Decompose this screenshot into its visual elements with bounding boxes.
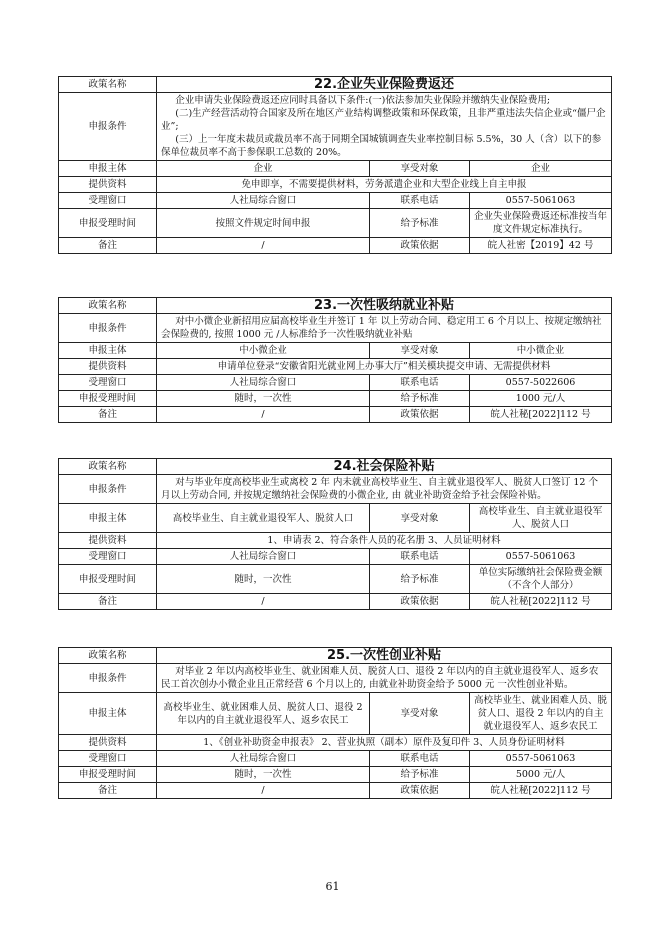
page-number: 61: [325, 880, 340, 893]
label-phone: 联系电话: [370, 549, 470, 565]
policy-target: 中小微企业: [470, 343, 612, 359]
conditions-row: [59, 93, 612, 161]
label-conditions: 申报条件: [59, 314, 157, 343]
subject-row: [59, 343, 612, 359]
conditions-row: [59, 475, 612, 504]
label-basis: 政策依据: [370, 238, 470, 254]
label-window: 受理窗口: [59, 193, 157, 209]
condition-paragraph: 对中小微企业新招用应届高校毕业生并签订 1 年 以上劳动合同、稳定用工 6 个月以上、按规定缴纳社会保险费的, 按照 1000 元 /人标准给予一次性吸纳就业补贴: [161, 316, 602, 340]
label-materials: 提供资料: [59, 533, 157, 549]
policy-window: 人社局综合窗口: [157, 549, 370, 565]
policy-materials: 1、申请表 2、符合条件人员的花名册 3、人员证明材料: [157, 533, 612, 549]
label-phone: 联系电话: [370, 193, 470, 209]
policy-target: 企业: [470, 161, 612, 177]
label-remark: 备注: [59, 783, 157, 799]
label-target: 享受对象: [370, 161, 470, 177]
policy-materials: 申请单位登录“安徽省阳光就业网上办事大厅”相关模块提交申请、无需提供材料: [157, 359, 612, 375]
subject-row: [59, 693, 612, 735]
policy-subject: 企业: [157, 161, 370, 177]
policy-conditions: [157, 314, 612, 343]
label-standard: 给予标准: [370, 209, 470, 238]
policy-materials: 1、《创业补助资金申报表》 2、营业执照（副本）原件及复印件 3、人员身份证明材料: [157, 735, 612, 751]
label-target: 享受对象: [370, 504, 470, 533]
subject-row: [59, 161, 612, 177]
policy-table: [58, 458, 612, 610]
label-subject: 申报主体: [59, 693, 157, 735]
policy-title-row: [59, 648, 612, 664]
policy-materials: 免申即享，不需要提供材料，劳务派遣企业和大型企业线上自主申报: [157, 177, 612, 193]
policy-remark: /: [157, 783, 370, 799]
policy-standard: 单位实际缴纳社会保险费金额（不含个人部分）: [470, 565, 612, 594]
materials-row: [59, 359, 612, 375]
label-basis: 政策依据: [370, 594, 470, 610]
policy-basis: 皖人社秘[2022]112 号: [470, 783, 612, 799]
policy-window: 人社局综合窗口: [157, 375, 370, 391]
label-time: 申报受理时间: [59, 565, 157, 594]
policy-table: [58, 297, 612, 423]
label-subject: 申报主体: [59, 504, 157, 533]
policy-window: 人社局综合窗口: [157, 193, 370, 209]
policy-time: 按照文件规定时间申报: [157, 209, 370, 238]
window-row: [59, 193, 612, 209]
remark-row: [59, 594, 612, 610]
label-subject: 申报主体: [59, 343, 157, 359]
label-standard: 给予标准: [370, 565, 470, 594]
policy-title: 23.一次性吸纳就业补贴: [157, 298, 612, 314]
policy-time: 随时，一次性: [157, 565, 370, 594]
label-remark: 备注: [59, 238, 157, 254]
subject-row: [59, 504, 612, 533]
condition-paragraph: (三）上一年度未裁员或裁员率不高于同期全国城镇调查失业率控制目标 5.5%，30 人（含）以下的参保单位裁员率不高于参保职工总数的 20%。: [161, 134, 602, 158]
remark-row: [59, 238, 612, 254]
label-remark: 备注: [59, 407, 157, 423]
policy-window: 人社局综合窗口: [157, 751, 370, 767]
window-row: [59, 549, 612, 565]
policy-title: 24.社会保险补贴: [157, 459, 612, 475]
policy-table: [58, 647, 612, 799]
policy-subject: 高校毕业生、自主就业退役军人、脱贫人口: [157, 504, 370, 533]
label-policy-name: 政策名称: [59, 459, 157, 475]
policy-table: [58, 76, 612, 254]
materials-row: [59, 735, 612, 751]
condition-paragraph: 企业申请失业保险费返还应同时具备以下条件:(一)依法参加失业保险并缴纳失业保险费用;: [175, 95, 551, 106]
policy-target: 高校毕业生、就业困难人员、脱贫人口、退役 2 年以内的自主就业退役军人、返乡农民工: [470, 693, 612, 735]
label-conditions: 申报条件: [59, 93, 157, 161]
label-time: 申报受理时间: [59, 209, 157, 238]
policy-time: 随时，一次性: [157, 391, 370, 407]
policy-phone: 0557-5061063: [470, 751, 612, 767]
label-phone: 联系电话: [370, 375, 470, 391]
label-materials: 提供资料: [59, 177, 157, 193]
materials-row: [59, 177, 612, 193]
policy-title-row: [59, 459, 612, 475]
condition-paragraph: 对毕业 2 年以内高校毕业生、就业困难人员、脱贫人口、退役 2 年以内的自主就业退役军人、返乡农民工首次创办小微企业且正常经营 6 个月以上的, 由就业补助资金给予 5000 元 一次性创业补贴。: [161, 666, 599, 690]
policy-title: 22.企业失业保险费返还: [157, 77, 612, 93]
label-materials: 提供资料: [59, 359, 157, 375]
time-row: [59, 565, 612, 594]
policy-basis: 皖人社密【2019】42 号: [470, 238, 612, 254]
policy-subject: 中小微企业: [157, 343, 370, 359]
label-time: 申报受理时间: [59, 767, 157, 783]
label-window: 受理窗口: [59, 375, 157, 391]
policy-basis: 皖人社秘[2022]112 号: [470, 594, 612, 610]
label-policy-name: 政策名称: [59, 648, 157, 664]
label-standard: 给予标准: [370, 391, 470, 407]
policy-conditions: [157, 93, 612, 161]
label-phone: 联系电话: [370, 751, 470, 767]
label-target: 享受对象: [370, 343, 470, 359]
policy-conditions: [157, 475, 612, 504]
label-standard: 给予标准: [370, 767, 470, 783]
condition-paragraph: (二)生产经营活动符合国家及所在地区产业结构调整政策和环保政策，且非严重违法失信企业或“僵尸企业”;: [161, 108, 606, 132]
label-basis: 政策依据: [370, 407, 470, 423]
condition-paragraph: 对与毕业年度高校毕业生或离校 2 年 内未就业高校毕业生、自主就业退役军人、脱贫人口签订 12 个月以上劳动合同, 并按规定缴纳社会保险费的小微企业, 由 就业补助资金给予社会保险补贴。: [161, 477, 598, 501]
policy-remark: /: [157, 594, 370, 610]
policy-standard: 1000 元/人: [470, 391, 612, 407]
time-row: [59, 767, 612, 783]
materials-row: [59, 533, 612, 549]
label-materials: 提供资料: [59, 735, 157, 751]
label-window: 受理窗口: [59, 751, 157, 767]
remark-row: [59, 407, 612, 423]
policy-title-row: [59, 298, 612, 314]
policy-remark: /: [157, 238, 370, 254]
policy-time: 随时，一次性: [157, 767, 370, 783]
label-policy-name: 政策名称: [59, 298, 157, 314]
label-basis: 政策依据: [370, 783, 470, 799]
policy-title: 25.一次性创业补贴: [157, 648, 612, 664]
policy-phone: 0557-5061063: [470, 193, 612, 209]
window-row: [59, 375, 612, 391]
policy-remark: /: [157, 407, 370, 423]
policy-title-row: [59, 77, 612, 93]
conditions-row: [59, 664, 612, 693]
label-target: 享受对象: [370, 693, 470, 735]
label-conditions: 申报条件: [59, 475, 157, 504]
policy-subject: 高校毕业生、就业困难人员、脱贫人口、退役 2 年以内的自主就业退役军人、返乡农民工: [157, 693, 370, 735]
policy-conditions: [157, 664, 612, 693]
label-subject: 申报主体: [59, 161, 157, 177]
policy-standard: 5000 元/人: [470, 767, 612, 783]
label-window: 受理窗口: [59, 549, 157, 565]
label-policy-name: 政策名称: [59, 77, 157, 93]
time-row: [59, 391, 612, 407]
label-time: 申报受理时间: [59, 391, 157, 407]
window-row: [59, 751, 612, 767]
policy-phone: 0557-5061063: [470, 549, 612, 565]
time-row: [59, 209, 612, 238]
label-remark: 备注: [59, 594, 157, 610]
policy-standard: 企业失业保险费返还标准按当年度文件规定标准执行。: [470, 209, 612, 238]
remark-row: [59, 783, 612, 799]
conditions-row: [59, 314, 612, 343]
label-conditions: 申报条件: [59, 664, 157, 693]
policy-target: 高校毕业生、自主就业退役军人、脱贫人口: [470, 504, 612, 533]
policy-phone: 0557-5022606: [470, 375, 612, 391]
policy-basis: 皖人社秘[2022]112 号: [470, 407, 612, 423]
